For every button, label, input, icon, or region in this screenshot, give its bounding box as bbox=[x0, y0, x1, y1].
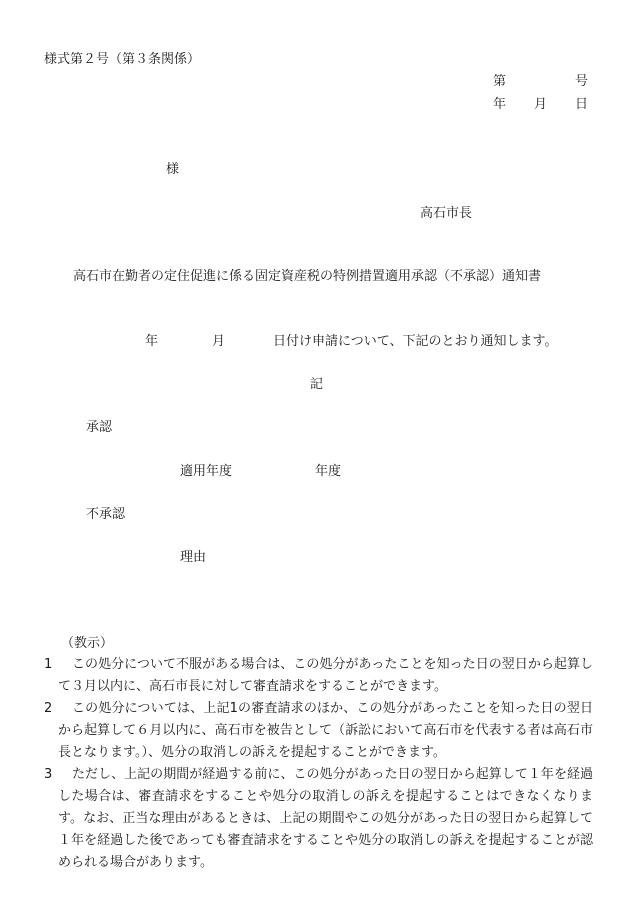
date-year: 年 bbox=[493, 97, 507, 112]
date-month: 月 bbox=[534, 97, 548, 112]
instruction-text: この処分について不服がある場合は、この処分があったことを知った日の翌日から起算して３月以内に、高石市長に対して審査請求をすることができます。 bbox=[58, 657, 593, 694]
reason-label: 理由 bbox=[180, 550, 207, 565]
sender-title: 高石市長 bbox=[420, 206, 473, 221]
fiscal-year-unit: 年度 bbox=[315, 464, 342, 479]
intro-year: 年 bbox=[145, 334, 159, 349]
addressee-honorific: 様 bbox=[166, 162, 180, 177]
document-title: 高石市在勤者の定住促進に係る固定資産税の特例措置適用承認（不承認）通知書 bbox=[73, 269, 542, 284]
instruction-text: ただし、上記の期間が経過する前に、この処分があった日の翌日から起算して１年を経過した場合は、審査請求をすることや処分の取消しの訴えを提起することはできなくなります。なお、正当な理由があるときは、上記の期間やこの処分があった日の翌日から起算して１年を経過した後であっても審査請求をすることや処分の取消しの訴えを提起することが認められる場合があります。 bbox=[58, 767, 593, 870]
form-label: 様式第２号（第３条関係） bbox=[44, 52, 201, 67]
instruction-number: 1 bbox=[44, 657, 53, 672]
fiscal-year-label: 適用年度 bbox=[180, 464, 233, 479]
document-number-suffix: 号 bbox=[575, 74, 589, 89]
instruction-number: 3 bbox=[44, 767, 53, 782]
instruction-text: この処分については、上記1の審査請求のほか、この処分があったことを知った日の翌日から起算して６月以内に、高石市を被告として（訴訟において高石市を代表する者は高石市長となります。）、処分の取消しの訴えを提起することができます。 bbox=[58, 701, 593, 760]
document-number-prefix: 第 bbox=[493, 74, 507, 89]
intro-month: 月 bbox=[212, 334, 226, 349]
intro-text: 日付け申請について、下記のとおり通知します。 bbox=[273, 334, 558, 349]
date-day: 日 bbox=[575, 97, 589, 112]
approval-label: 承認 bbox=[86, 420, 113, 435]
instructions-heading: （教示） bbox=[61, 636, 114, 651]
instruction-number: 2 bbox=[44, 701, 53, 716]
record-heading: 記 bbox=[310, 377, 324, 392]
rejection-label: 不承認 bbox=[86, 507, 126, 522]
